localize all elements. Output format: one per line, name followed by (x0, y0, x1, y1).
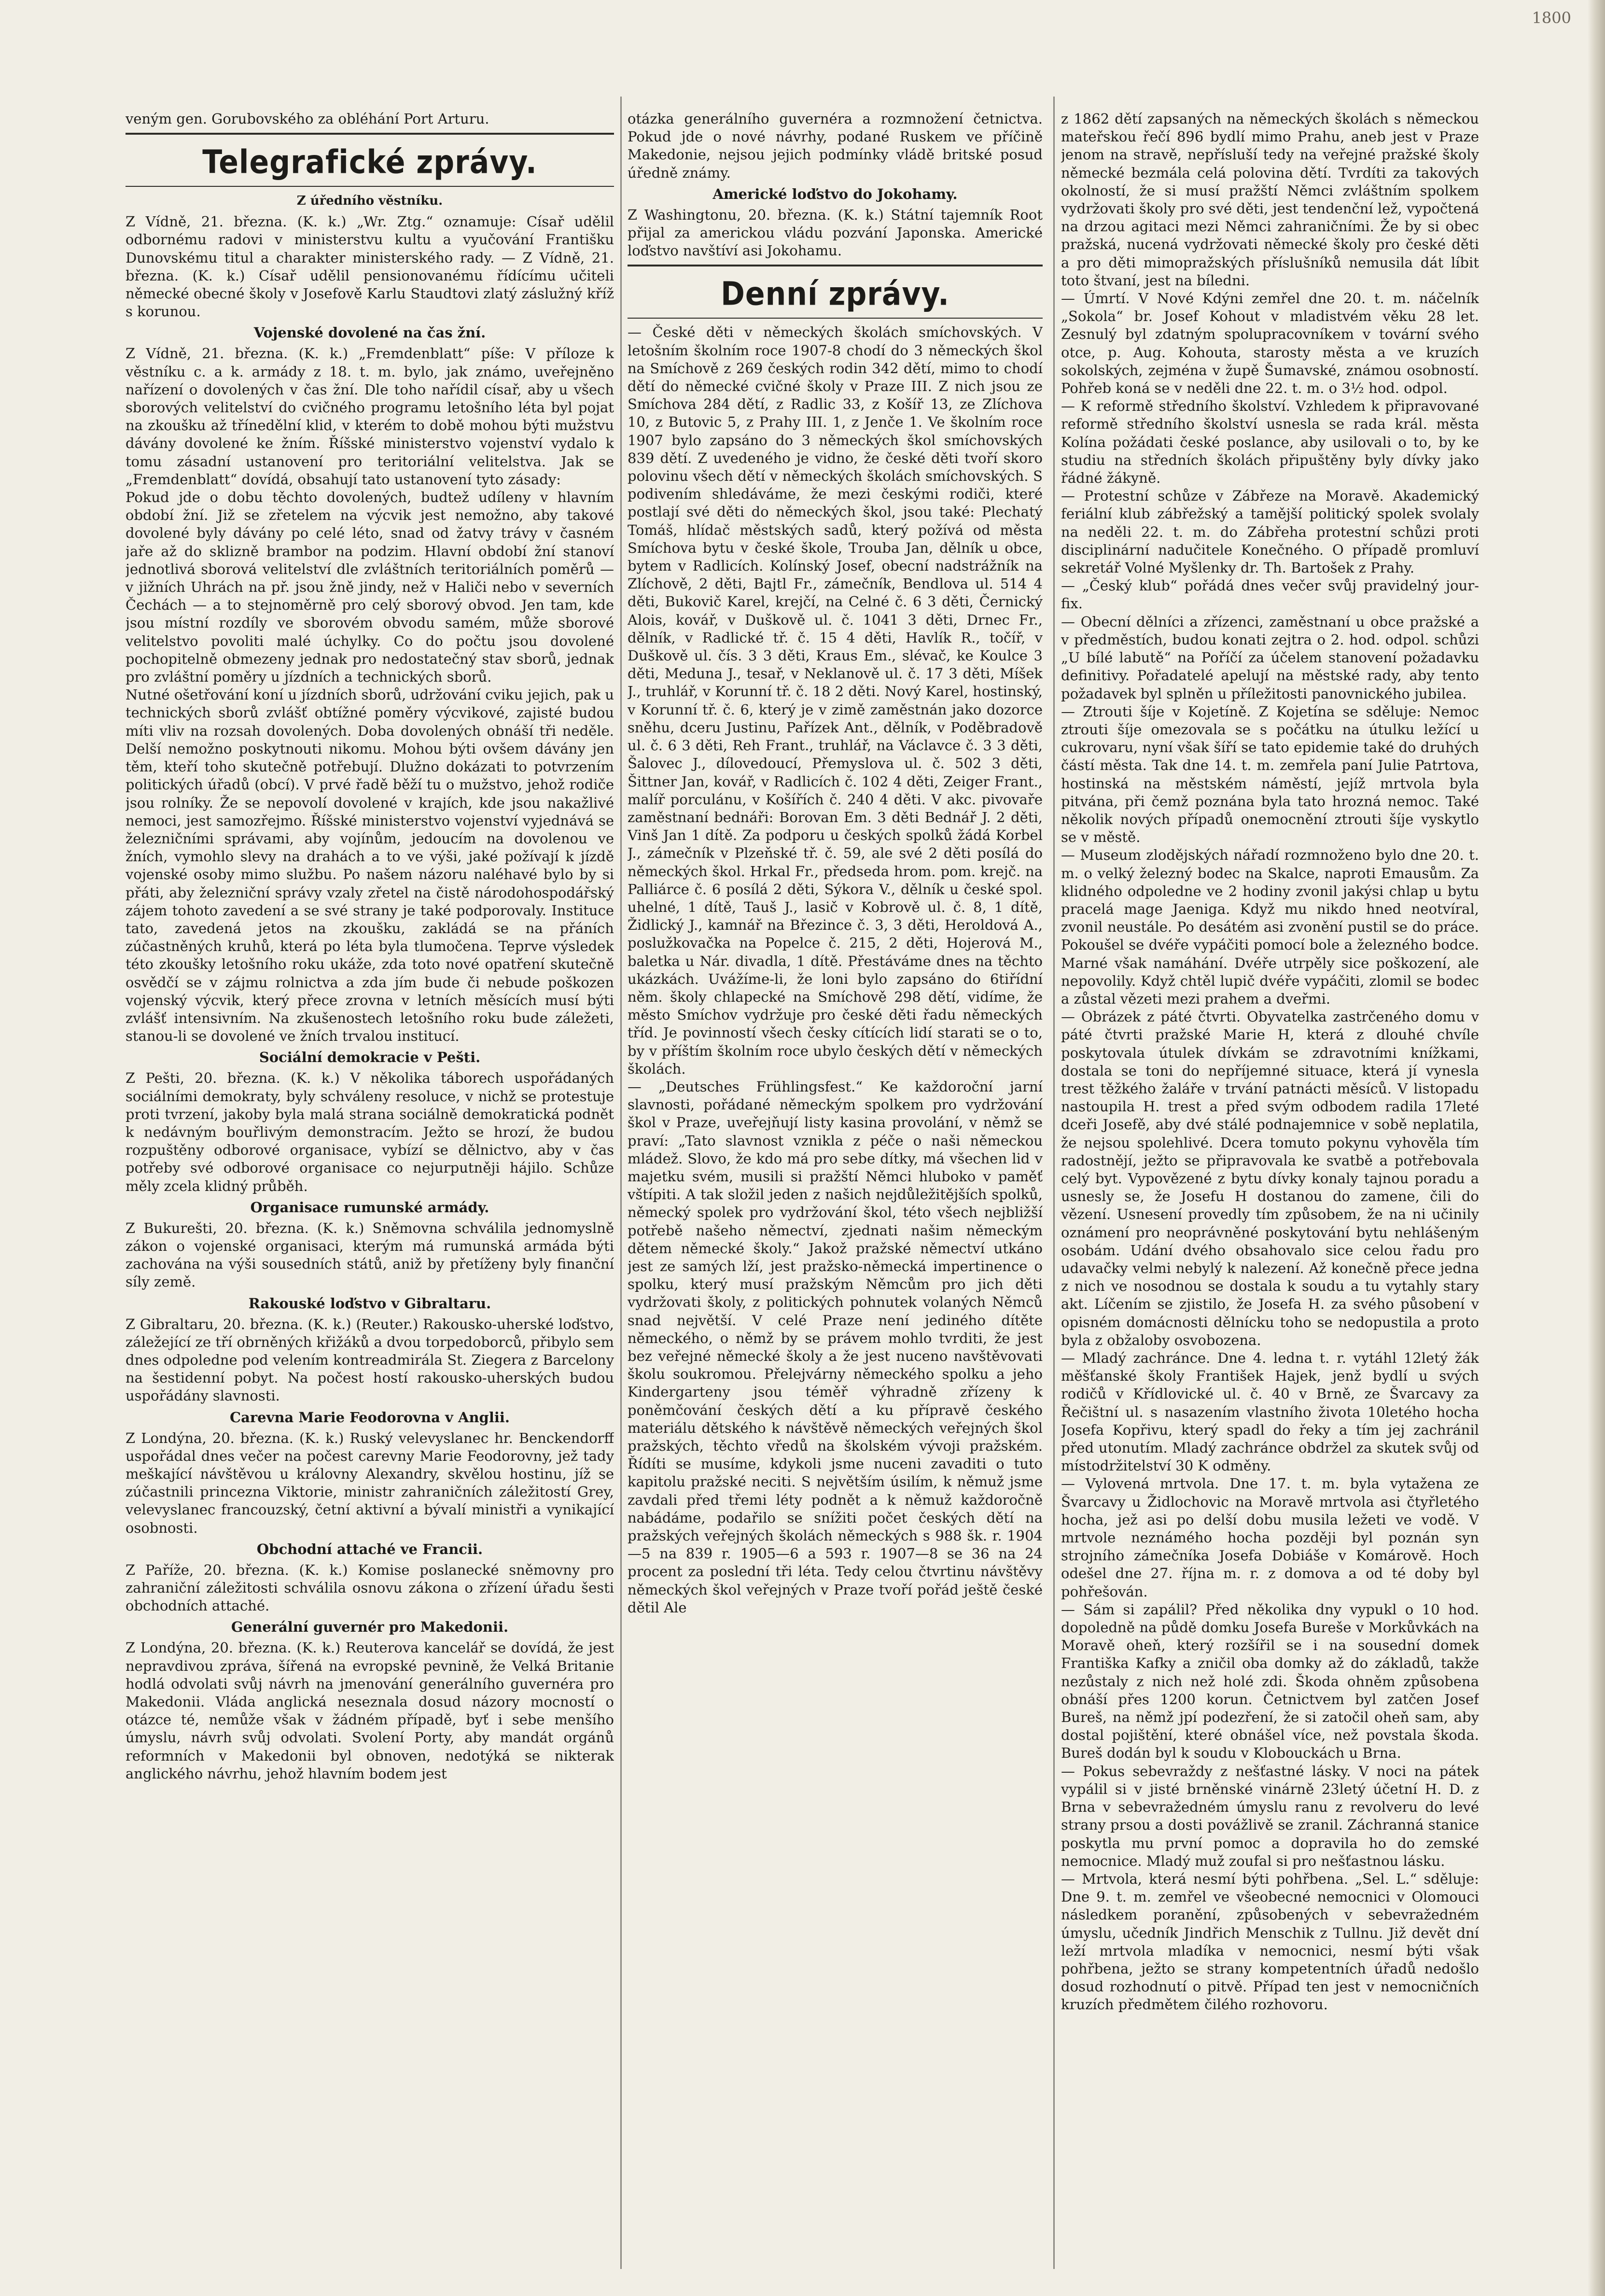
subheading: Vojenské dovolené na čas žní. (253, 324, 486, 341)
article-paragraph: — Obecní dělníci a zřízenci, zaměstnaní u obce pražské a v předměstích, budou konati zejtra o 2. hod. odpol. schůzi „U bílé labutě“ na Poříčí za účelem stanovení požadavku definitivy. Pořadatelé apelují na městské rady, aby tento požadavek byl splněn u příležitosti panovnického jubilea. (1061, 613, 1479, 702)
divider (628, 318, 1043, 319)
article-paragraph: Z Washingtonu, 20. března. (K. k.) Státní tajemník Root přijal za americkou vládu pozvání Japonska. Americké loďstvo navštíví asi Jokohamu. (628, 206, 1043, 259)
column-rule (620, 97, 622, 2269)
article-paragraph: Z Paříže, 20. března. (K. k.) Komise poslanecké sněmovny pro zahraniční záležitosti schválila osnovu zákona o zřízení úřadu šesti obchodních attaché. (126, 1561, 614, 1614)
article-paragraph: Z Pešti, 20. března. (K. k.) V několika táborech uspořádaných sociálními demokraty, byly schváleny resoluce, v nichž se protestuje proti tvrzení, jakoby byla malá strana sociálně demokratická podnět k nedávným bouřlivým demonstracím. Ježto se hrozí, že budou rozpuštěny odborové organisace, vybízí se dělnictvo, aby v čas potřeby své odborové organisace co nejurputněji hájilo. Schůze měly zcela klidný průběh. (126, 1070, 614, 1194)
article-paragraph: Z Vídně, 21. března. (K. k.) „Wr. Ztg.“ oznamuje: Císař udělil odbornému radovi v ministerstvu kultu a vyučování Františku Dunovskému titul a charakter ministerského rady. — Z Vídně, 21. března. (K. k.) Císař udělil pensionovanému řídícímu učiteli německé obecné školy v Josefově Karlu Staudtovi zlatý záslužný kříž s korunou. (126, 213, 614, 320)
page-edge (1588, 0, 1605, 2296)
page-number: 1800 (1532, 9, 1571, 27)
article-paragraph: — Protestní schůze v Zábřeze na Moravě. Akademický feriální klub zábřežský a tamější politický spolek svolaly na neděli 22. t. m. do Zábřeha protestní schůzi proti disciplinární nadučitele Konečného. O případě promluví sekretář Volné Myšlenky dr. Th. Bartošek z Prahy. (1061, 488, 1479, 576)
column-3 (1061, 110, 1479, 2268)
article-paragraph: Z Londýna, 20. března. (K. k.) Ruský velevyslanec hr. Benckendorff uspořádal dnes večer na počest carevny Marie Feodorovny, jež tady meškající návštěvou u královny Alexandry, skvělou hostinu, jíž se zúčastnili princezna Viktorie, ministr zahraničních záležitostí Grey, velevyslanec francouzský, četní aktivní a bývalí ministři a vynikající osobnosti. (126, 1429, 614, 1536)
subheading: Carevna Marie Feodorovna v Anglii. (230, 1409, 510, 1426)
article-paragraph: — „Deutsches Frühlingsfest.“ Ke každoroční jarní slavnosti, pořádané německým spolkem pro vydržování škol v Praze, uveřejňují listy kasina provolání, v němž se praví: „Tato slavnost vznikla z péče o naši německou mládež. Slovo, že kdo má pro sebe dítky, má všechen lid v majetku svém, musili si pražští Němci hluboko v paměť vštípiti. A tak složil jeden z našich nejdůležitějších spolků, německý spolek pro vydržování škol, této všech nejbližší potřebě našeho němectví, zjednati našim německým dětem německé školy.“ Jakož pražské němectví utkáno jest ze samých lží, jest pražsko-německá impertinence o spolku, který musí pražským Němcům pro jich děti vydržovati školy, z politických pohnutek volaných Němců snad největší. V celé Praze není jediného dítěte německého, o němž by se právem mohlo tvrditi, že jest bez veřejné německé školy a že jest nuceno navštěvovati školu soukromou. Přelejvárny německého spolku a jeho Kindergarteny jsou téměř výhradně zřízeny k poněmčování českých dětí a ku přípravě českého materiálu dětského k návštěvě německých veřejných škol pražských, těchto vředů na školském vývoji pražském. Řídíti se musíme, kdykoli jsme nuceni zavaditi o tuto kapitolu pražské neciti. S největším úsilím, k němuž jsme zavdali před třemi léty podnět a k němuž každoročně nabádáme, podařilo se snížiti počet českých dětí na pražských veřejných školách německých s 988 šk. r. 1904—5 na 839 r. 1905—6 a 593 r. 1907—8 se 36 na 24 procent za poslední tři léta. Tedy celou čtvrtinu návštěvy německých škol veřejných v Praze tvoří pořád ještě české dětil Ale (628, 1078, 1043, 1616)
section-title-telegraph: Telegrafické zprávy. (202, 143, 537, 182)
article-paragraph: z 1862 dětí zapsaných na německých školách s německou mateřskou řečí 896 bydlí mimo Prahu, aneb jest v Praze jenom na stravě, nepřísluší tedy na veřejné pražské školy německé bezmála celá polovina dětí. Tvrdíti za takových okolností, že si musí pražští Němci zvláštním spolkem vydržovati školy pro své děti, jest tendenční lež, vypočtená na drzou agitaci mezi Němci zahraničními. Že by si obec pražská, nucená vydržovati německé školy pro české děti a pro děti mimopražských příslušníků nemusila dát líbit toto štvaní, jest na bíledni. (1061, 111, 1479, 289)
article-paragraph: — Ztrouti šíje v Kojetíně. Z Kojetína se sděluje: Nemoc ztrouti šíje omezovala se s počátku na útulku ležící u cukrovaru, nyní však šíří se tato epidemie také do druhých částí města. Tak dne 14. t. m. zemřela paní Julie Patrtova, hostinská na městském náměstí, jejíž mrtvola byla pitvána, při čemž poznána byla tato hrozná nemoc. Také několik nových případů onemocnění ztrouti šíje vyskytlo se v městě. (1061, 703, 1479, 846)
article-paragraph: — Pokus sebevraždy z nešťastné lásky. V noci na pátek vypálil si v jisté brněnské vinárně 23letý účetní H. D. z Brna v sebevražedném úmyslu ranu z revolveru do levé strany prsou a dosti povážlivě se zranil. Záchranná stanice poskytla mu první pomoc a dopravila ho do zemské nemocnice. Mladý muž zoufal si pro nešťastnou lásku. (1061, 1763, 1479, 1869)
article-paragraph: — Vylovená mrtvola. Dne 17. t. m. byla vytažena ze Švarcavy u Židlochovic na Moravě mrtvola asi čtyřletého hocha, jež asi po delší dobu musila ležeti ve vodě. V mrtvole neznámého hocha později byl poznán syn strojního zámečníka Josefa Dobiáše v Komárově. Hoch odešel dne 27. října m. r. z domova a od té doby byl pohřešován. (1061, 1475, 1479, 1600)
article-paragraph: Z Londýna, 20. března. (K. k.) Reuterova kancelář se dovídá, že jest nepravdivou zpráva, šířená na evropské pevnině, že Velká Britanie hodlá odvolati svůj návrh na jmenování generálního guvernéra pro Makedonii. Vláda anglická neseznala dosud názory mocností o otázce té, nemůže však v žádném případě, byť i sebe menšího úmyslu, návrh svůj odvolati. Svolení Porty, aby mandát orgánů reformních v Makedonii byl obnoven, nedotýká se nikterak anglického návrhu, jehož hlavním bodem jest (126, 1639, 614, 1782)
section-title-daily-news: Denní zprávy. (721, 275, 949, 313)
article-paragraph: otázka generálního guvernéra a rozmnožení četnictva. Pokud jde o nové návrhy, podané Ruskem ve příčině Makedonie, nejsou jejich podmínky vládě britské posud úředně známy. (628, 111, 1043, 181)
column-rule (1053, 97, 1055, 2269)
subheading: Z úředního věstníku. (296, 194, 443, 209)
article-paragraph: — České děti v německých školách smíchovských. V letošním školním roce 1907-8 chodí do 3 německých škol na Smíchově z 269 českých rodin 342 dětí, mimo to chodí dětí do německé cvičné školy v Praze III. Z nich jsou ze Smíchova 284 dětí, z Radlic 33, z Košíř 13, ze Zlíchova 10, z Butovic 5, z Prahy III. 1, z Jenče 1. Ve školním roce 1907 bylo zapsáno do 3 německých škol smíchovských 839 dětí. Z uvedeného je vidno, že české děti tvoří skoro polovinu všech dětí v německých školách smíchovských. S podivením shledáváme, že mezi českými rodiči, které postlají své děti do německých škol, jsou také: Plechatý Tomáš, hlídač městských sadů, který požívá od města Smíchova bytu v české škole, Trouba Jan, dělník u obce, bytem v Radlicích. Kolínský Josef, obecní nadstrážník na Zlíchově, 2 děti, Bajtl Fr., zámečník, Bendlova ul. 514 4 děti, Bukovič Karel, krejčí, na Celné č. 6 3 děti, Černický Alois, kovář, v Duškově ul. č. 1041 3 děti, Drnec Fr., dělník, v Radlické tř. č. 15 4 děti, Havlík R., točíř, v Duškově ul. čís. 3 3 děti, Kraus Em., slévač, ke Koulce 3 děti, Meduna J., tesař, v Neklanově ul. č. 17 3 děti, Míšek J., truhlář, v Korunní tř. č. 18 2 děti. Nový Karel, hostinský, v Korunní tř. č. 6, který je v zimě zaměstnán jako dozorce sněhu, dceru Justinu, Pařízek Ant., dělník, v Poděbradově ul. č. 6 3 děti, Reh Frant., truhlář, na Václavce č. 3 3 děti, Šalovec J., dílovedoucí, Přemyslova ul. č. 502 3 děti, Šittner Jan, kovář, v Radlicích č. 102 4 děti, Zeiger Frant., malíř porculánu, v Košířích č. 240 4 děti. V akc. pivovaře zaměstnaní bednáři: Borovan Em. 3 děti Bednář J. 2 děti, Vinš Jan 1 dítě. Za podporu u českých spolků žádá Korbel J., zámečník v Plzeňské tř. č. 59, ale své 2 děti posílá do německých škol. Hrkal Fr., předseda hrom. pom. krejč. na Palliárce č. 6 posílá 2 děti, Sýkora V., dělník u české spol. uhelné, 1 dítě, Tauš J., lasič v Kobrově ul. č. 8, 1 dítě, Židlický J., kamnář na Březince č. 3, 3 děti, Heroldová A., poslužkovačka na Popelce č. 215, 2 děti, Hojerová M., baletka u Nár. divadla, 1 dítě. Přestáváme dnes na těchto ukázkách. Uvážíme-li, že loni bylo zapsáno do 6tiřídní něm. školy chlapecké na Smíchově 298 dětí, vidíme, že město Smíchov vydržuje pro české děti řadu německých tříd. Je povinností všech česky cítících lidí starati se o to, by v příštím školním roce ubylo českých dětí v německých školách. (628, 324, 1043, 1077)
article-paragraph: — Úmrtí. V Nové Kdýni zemřel dne 20. t. m. náčelník „Sokola“ br. Josef Kohout v mladistvém věku 28 let. Zesnulý byl zdatným spolupracovníkem v tovární svého otce, p. Aug. Kohouta, starosty města a ve kruzích sokolských, zejména v župě Šumavské, známou osobností. Pohřeb koná se v neděli dne 22. t. m. o 3½ hod. odpol. (1061, 290, 1479, 397)
article-paragraph: — Mladý zachránce. Dne 4. ledna t. r. vytáhl 12letý žák měšťanské školy František Hajek, jenž bydlí u svých rodičů v Křídlovické ul. č. 40 v Brně, ze Švarcavy za Řečištní ul. s nasazením vlastního života 10letého hocha Josefa Kopřivu, který spadl do řeky a tím jej zachránil před utonutím. Mladý zachránce obdržel za skutek svůj od místodržitelství 30 K odměny. (1061, 1350, 1479, 1474)
divider (628, 265, 1043, 266)
article-paragraph: — Obrázek z páté čtvrti. Obyvatelka zastrčeného domu v páté čtvrti pražské Marie H, která z dlouhé chvíle poskytovala útulek dívkám se zdravotními knížkami, dostala se toni do nepříjemné situace, která jí vynesla trest těžkého žaláře v trvání patnácti měsíců. V listopadu nastoupila H. trest a před svým odbodem radila 17leté dceři Josefě, aby dvé stálé podnajemnice v sobě neplatila, že nejsou spolehlivé. Dcera tomuto pokynu vyhověla tím radostnějí, ježto se připravovala ke svatbě a potřebovala celý byt. Vypovězené z bytu dívky konaly tajnou poradu a usnesly se, že Josefu H dostanou do zamene, čili do vězení. Usnesení provedly tím způsobem, že na ni učinily oznámení pro neoprávněné poskytování bytu nehlášeným osobám. Udání dvého obsahovalo sice celou řadu pro udavačky velmi nebylý k nalezení. Až konečně přece jedna z nich ve nosodnou se dostala k soudu a tu vytahly stary akt. Líčením se zjistilo, že Josefa H. za svého působení v opisném domácnosti dělnícku toho se nedopustila a proto byla z obžaloby osvobozena. (1061, 1008, 1479, 1348)
article-paragraph: Nutné ošetřování koní u jízdních sborů, udržování cviku jejich, pak u technických sborů zvlášť obtížné poměry výcvikové, zajisté budou míti vliv na rozsah dovolených. Doba dovolených obnáší tři neděle. Delší nemožno poskytnouti nikomu. Mohou býti ovšem dávány jen těm, kteří toho skutečně potřebují. Dlužno dokázati to potvrzením politických úřadů (obcí). V prvé řadě běží tu o mužstvo, jehož rodiče jsou rolníky. Že se nepovolí dovolené v krajích, kde jsou nakažlivé nemoci, jest samozřejmo. Říšské ministerstvo vojenství vyjednává se železničními správami, aby vojínům, jedoucím na dovolenou ve žních, vymohlo slevy na drahách a to ve výši, jaké požívají k jízdě vojenské osoby mimo službu. Po našem názoru naléhavé bylo by si přáti, aby železniční správy vzaly zřetel na čistě národohospodářský zájem tohoto zavedení a se své strany je také podporovaly. Instituce tato, zavedená jetos na zkoušku, zakládá se na přáních zúčastněných kruhů, která po léta byla tlumočena. Teprve výsledek této zkoušky letošního roku ukáže, zda toto nové opatření skutečně osvědčí se v zájmu rolnictva a zda jím bude či nebude poškozen vojenský výcvik, který přece zrovna v letních měsících musí býti zvlášť intensivním. Na zkušenostech letošního roku bude záležeti, stanou-li se dovolené ve žních trvalou institucí. (126, 686, 614, 1045)
article-paragraph: Z Vídně, 21. března. (K. k.) „Fremdenblatt“ píše: V příloze k věstníku c. a k. armády z 18. t. m. bylo, jak známo, uveřejněno nařízení o dovolených v čas žní. Dle toho nařídil císař, aby u všech sborových velitelství do cvičného programu letošního léta byl pojat na zkoušku až třínedělní klid, v kterém to době mohou býti mužstvu dávány dovolené ke žním. Říšské ministerstvo vojenství vydalo k tomu zásadní ustanovení pro teritoriální velitelstva. Jak se „Fremdenblatt“ dovídá, obsahují tato ustanovení tyto zásady: (126, 345, 614, 488)
divider (126, 186, 614, 187)
article-paragraph: — Sám si zapálil? Před několika dny vypukl o 10 hod. dopoledně na půdě domku Josefa Bureše v Morkůvkách na Moravě oheň, který rozšířil se i na sousední domek Františka Kafky a zničil oba domky až do základů, takže nezůstaly z nich než holé zdi. Škoda ohněm způsobena obnáší přes 1200 korun. Četnictvem byl zatčen Josef Bureš, na němž jpí podezření, že si zatočil oheň sam, aby dostal pojištění, které obnášel více, než povstala škoda. Bureš dodán byl k soudu v Klobouckách u Brna. (1061, 1601, 1479, 1762)
column-2 (628, 110, 1043, 2268)
article-paragraph: Z Gibraltaru, 20. března. (K. k.) (Reuter.) Rakousko-uherské loďstvo, záležející ze tří obrněných křižáků a dvou torpedoborců, přibylo sem dnes odpoledne pod velením kontreadmirála St. Ziegera z Barcelony na šestidenní pobyt. Na počest hostí rakousko-uherských budou uspořádány slavnosti. (126, 1316, 614, 1404)
subheading: Americké loďstvo do Jokohamy. (712, 185, 958, 202)
column-1 (126, 110, 614, 2254)
subheading: Sociální demokracie v Pešti. (259, 1049, 481, 1066)
article-paragraph: Pokud jde o dobu těchto dovolených, budtež udíleny v hlavním období žní. Již se zřetelem na výcvik jest nemožno, aby takové dovolené byly dávány po celé léto, snad od žatvy trávy v časném jaře až do sklizně brambor na podzim. Hlavní období žní stanoví jednotlivá sborová velitelství dle zvláštních teritoriálních poměrů — v jižních Uhrách na př. jsou žně jindy, než v Haliči nebo v severních Čechách — a to stejnoměrně pro celý sborový obvod. Jen tam, kde jsou místní rozdíly ve sborovém obvodu samém, může sborové velitelstvo povoliti malé úchylky. Co do počtu jsou dovolené pochopitelně obmezeny jednak pro nedostatečný stav sborů, jednak pro zvláštní poměry u jízdních a technických sborů. (126, 489, 614, 686)
divider (126, 133, 614, 135)
subheading: Organisace rumunské armády. (250, 1199, 489, 1216)
article-paragraph: — Museum zlodějských nářadí rozmnoženo bylo dne 20. t. m. o velký železný bodec na Skalce, naproti Emausům. Za klidného odpoledne ve 2 hodiny zvonil jakýsi chlap u bytu pracelá mage Jaeniga. Když mu nikdo hned neotvíral, zvonil neustále. Po desátém asi zvonění pustil se do práce. Pokoušel se dvéře vypáčiti pomocí bole a železného bodce. Marné však namáhání. Dvéře utrpěly sice poškození, ale nepovolily. Když chtěl lupič dvéře vypáčiti, zlomil se bodec a zůstal vězeti mezi prahem a dveřmi. (1061, 847, 1479, 1007)
article-paragraph: Z Bukurešti, 20. března. (K. k.) Sněmovna schválila jednomyslně zákon o vojenské organisaci, kterým má rumunská armáda býti zachována na výši sousedních států, aniž by přetíženy byly finanční síly země. (126, 1219, 614, 1290)
subheading: Rakouské loďstvo v Gibraltaru. (248, 1295, 491, 1312)
subheading: Generální guvernér pro Makedonii. (231, 1619, 509, 1636)
article-paragraph: — „Český klub“ pořádá dnes večer svůj pravidelný jour-fix. (1061, 577, 1479, 612)
article-paragraph: — Mrtvola, která nesmí býti pohřbena. „Sel. L.“ sděluje: Dne 9. t. m. zemřel ve všeobecné nemocnici v Olomouci následkem poranění, způsobených v sebevražedném úmyslu, učedník Jindřich Menschik z Tullnu. Již devět dní leží mrtvola mladíka v nemocnici, nesmí býti však pohřbena, ježto se strany kompetentních úřadů nedošlo dosud rozhodnutí o pitvě. Případ ten jest v nemocničních kruzích předmětem čilého rozhovoru. (1061, 1870, 1479, 2013)
subheading: Obchodní attaché ve Francii. (256, 1540, 483, 1557)
article-paragraph: — K reformě středního školství. Vzhledem k připravované reformě středního školství usnesla se rada král. města Kolína požádati české poslance, aby usilovali o to, by ke studiu na středních školách připuštěny byly dívky jako řádné žákyně. (1061, 398, 1479, 487)
intro-paragraph: veným gen. Gorubovského za obléhání Port Arturu. (126, 111, 489, 127)
